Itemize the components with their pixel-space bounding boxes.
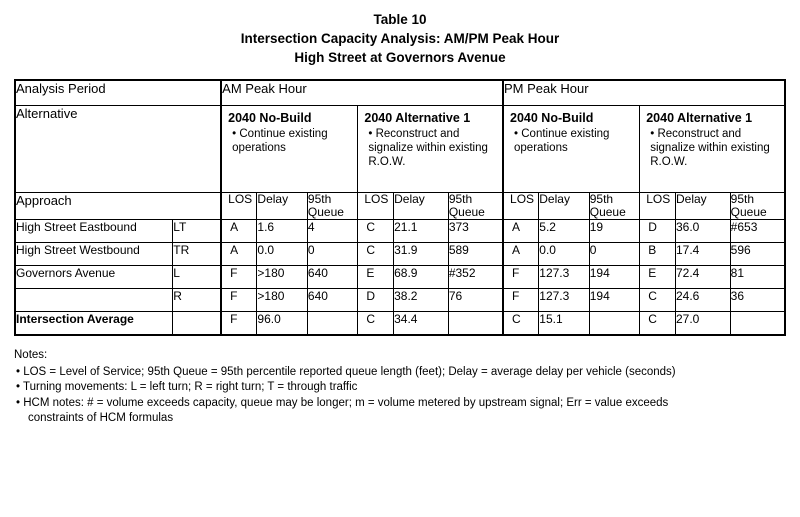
cell-delay: 72.4 bbox=[675, 266, 730, 289]
cell-queue: 4 bbox=[307, 220, 357, 243]
notes-item-continuation: constraints of HCM formulas bbox=[28, 412, 174, 424]
subheader-queue-am-alt1 bbox=[448, 193, 503, 220]
cell-queue bbox=[589, 312, 639, 336]
cell-queue: 36 bbox=[730, 289, 785, 312]
title-line-3: High Street at Governors Avenue bbox=[294, 50, 506, 65]
cell-queue: 640 bbox=[307, 266, 357, 289]
alternative-am-alt1 bbox=[358, 106, 503, 193]
header-pm-peak-hour: PM Peak Hour bbox=[503, 80, 785, 106]
cell-los: F bbox=[503, 266, 539, 289]
table-row-subheaders bbox=[15, 193, 785, 220]
table-row bbox=[15, 266, 785, 289]
cell-los: D bbox=[640, 220, 676, 243]
subheader-delay-pm-nobuild: Delay bbox=[539, 193, 589, 220]
cell-delay: 5.2 bbox=[539, 220, 589, 243]
cell-delay: 1.6 bbox=[257, 220, 307, 243]
alternative-am-nobuild bbox=[221, 106, 358, 193]
alternative-name: 2040 Alternative 1 bbox=[646, 111, 753, 125]
notes-heading: Notes: bbox=[14, 349, 48, 361]
cell-los: B bbox=[640, 243, 676, 266]
cell-queue: 0 bbox=[307, 243, 357, 266]
cell-delay: 38.2 bbox=[394, 289, 449, 312]
cell-los: F bbox=[503, 289, 539, 312]
approach-movement: TR bbox=[173, 243, 221, 266]
cell-queue: 76 bbox=[448, 289, 503, 312]
notes-item: • HCM notes: # = volume exceeds capacity, queue may be longer; m = volume metered by upstream signal; Err = value exceeds bbox=[16, 396, 669, 409]
notes-item: • LOS = Level of Service; 95th Queue = 95th percentile reported queue length (feet); Delay = average delay per vehicle (seconds) bbox=[16, 365, 676, 378]
notes-item: • Turning movements: L = left turn; R = right turn; T = through traffic bbox=[16, 381, 358, 393]
approach-name: High Street Westbound bbox=[15, 243, 173, 266]
cell-los: A bbox=[221, 243, 257, 266]
alternative-description: • Continue existing operations bbox=[514, 128, 610, 154]
approach-movement bbox=[173, 312, 221, 336]
subheader-delay-am-alt1: Delay bbox=[394, 193, 449, 220]
table-row-intersection-average bbox=[15, 312, 785, 336]
header-analysis-period: Analysis Period bbox=[15, 80, 221, 106]
cell-los: F bbox=[221, 289, 257, 312]
subheader-los-am-nobuild: LOS bbox=[221, 193, 257, 220]
cell-queue: 640 bbox=[307, 289, 357, 312]
subheader-queue-pm-alt1 bbox=[730, 193, 785, 220]
title-line-1: Table 10 bbox=[373, 12, 427, 27]
alternative-pm-alt1 bbox=[640, 106, 785, 193]
cell-los: C bbox=[358, 220, 394, 243]
queue-line-1: 95th bbox=[448, 192, 473, 206]
cell-los: A bbox=[503, 243, 539, 266]
subheader-los-pm-alt1: LOS bbox=[640, 193, 676, 220]
cell-delay: 68.9 bbox=[394, 266, 449, 289]
table-row-alternative bbox=[15, 106, 785, 193]
cell-delay: 36.0 bbox=[675, 220, 730, 243]
cell-queue: 19 bbox=[589, 220, 639, 243]
cell-los: F bbox=[221, 312, 257, 336]
cell-delay: >180 bbox=[257, 266, 307, 289]
title-line-2: Intersection Capacity Analysis: AM/PM Peak Hour bbox=[240, 31, 560, 46]
cell-queue: #352 bbox=[448, 266, 503, 289]
approach-movement: L bbox=[173, 266, 221, 289]
alternative-name: 2040 No-Build bbox=[510, 111, 594, 125]
table-row bbox=[15, 243, 785, 266]
cell-los: A bbox=[221, 220, 257, 243]
cell-los: D bbox=[358, 289, 394, 312]
header-alternative: Alternative bbox=[15, 106, 221, 193]
queue-line-1: 95th bbox=[589, 192, 614, 206]
cell-delay: 96.0 bbox=[257, 312, 307, 336]
approach-name bbox=[15, 289, 173, 312]
cell-los: F bbox=[221, 266, 257, 289]
queue-line-2: Queue bbox=[307, 205, 344, 219]
cell-queue: 373 bbox=[448, 220, 503, 243]
approach-movement: LT bbox=[173, 220, 221, 243]
cell-queue: 194 bbox=[589, 266, 639, 289]
queue-line-1: 95th bbox=[307, 192, 332, 206]
cell-los: C bbox=[358, 312, 394, 336]
approach-name: Intersection Average bbox=[15, 312, 173, 336]
cell-delay: 15.1 bbox=[539, 312, 589, 336]
cell-los: A bbox=[503, 220, 539, 243]
alternative-name: 2040 No-Build bbox=[228, 111, 312, 125]
cell-delay: 24.6 bbox=[675, 289, 730, 312]
approach-movement: R bbox=[173, 289, 221, 312]
cell-delay: >180 bbox=[257, 289, 307, 312]
queue-line-2: Queue bbox=[448, 205, 485, 219]
subheader-queue-pm-nobuild bbox=[589, 193, 639, 220]
cell-delay: 31.9 bbox=[394, 243, 449, 266]
cell-queue: 0 bbox=[589, 243, 639, 266]
capacity-analysis-table bbox=[14, 79, 786, 336]
cell-queue bbox=[307, 312, 357, 336]
table-row-analysis-period bbox=[15, 80, 785, 106]
cell-los: E bbox=[640, 266, 676, 289]
cell-queue: #653 bbox=[730, 220, 785, 243]
queue-line-2: Queue bbox=[589, 205, 626, 219]
subheader-delay-am-nobuild: Delay bbox=[257, 193, 307, 220]
header-am-peak-hour: AM Peak Hour bbox=[221, 80, 503, 106]
table-notes bbox=[14, 348, 786, 427]
subheader-delay-pm-alt1: Delay bbox=[675, 193, 730, 220]
subheader-los-pm-nobuild: LOS bbox=[503, 193, 539, 220]
cell-queue: 596 bbox=[730, 243, 785, 266]
cell-delay: 127.3 bbox=[539, 266, 589, 289]
approach-name: Governors Avenue bbox=[15, 266, 173, 289]
alternative-description: • Continue existing operations bbox=[232, 128, 328, 154]
cell-los: E bbox=[358, 266, 394, 289]
subheader-los-am-alt1: LOS bbox=[358, 193, 394, 220]
cell-delay: 27.0 bbox=[675, 312, 730, 336]
alternative-description: • Reconstruct and signalize within existing R.O.W. bbox=[650, 128, 770, 168]
queue-line-1: 95th bbox=[730, 192, 755, 206]
cell-delay: 34.4 bbox=[394, 312, 449, 336]
cell-los: C bbox=[503, 312, 539, 336]
cell-los: C bbox=[640, 312, 676, 336]
cell-delay: 21.1 bbox=[394, 220, 449, 243]
table-row bbox=[15, 289, 785, 312]
cell-queue bbox=[448, 312, 503, 336]
approach-name: High Street Eastbound bbox=[15, 220, 173, 243]
cell-los: C bbox=[640, 289, 676, 312]
alternative-description: • Reconstruct and signalize within existing R.O.W. bbox=[368, 128, 488, 168]
cell-delay: 0.0 bbox=[257, 243, 307, 266]
header-approach: Approach bbox=[15, 193, 221, 220]
cell-delay: 0.0 bbox=[539, 243, 589, 266]
cell-queue: 194 bbox=[589, 289, 639, 312]
queue-line-2: Queue bbox=[730, 205, 767, 219]
cell-los: C bbox=[358, 243, 394, 266]
table-row bbox=[15, 220, 785, 243]
table-title bbox=[14, 10, 786, 67]
alternative-name: 2040 Alternative 1 bbox=[364, 111, 471, 125]
subheader-queue-am-nobuild bbox=[307, 193, 357, 220]
cell-delay: 127.3 bbox=[539, 289, 589, 312]
cell-delay: 17.4 bbox=[675, 243, 730, 266]
cell-queue: 589 bbox=[448, 243, 503, 266]
cell-queue: 81 bbox=[730, 266, 785, 289]
cell-queue bbox=[730, 312, 785, 336]
alternative-pm-nobuild bbox=[503, 106, 640, 193]
